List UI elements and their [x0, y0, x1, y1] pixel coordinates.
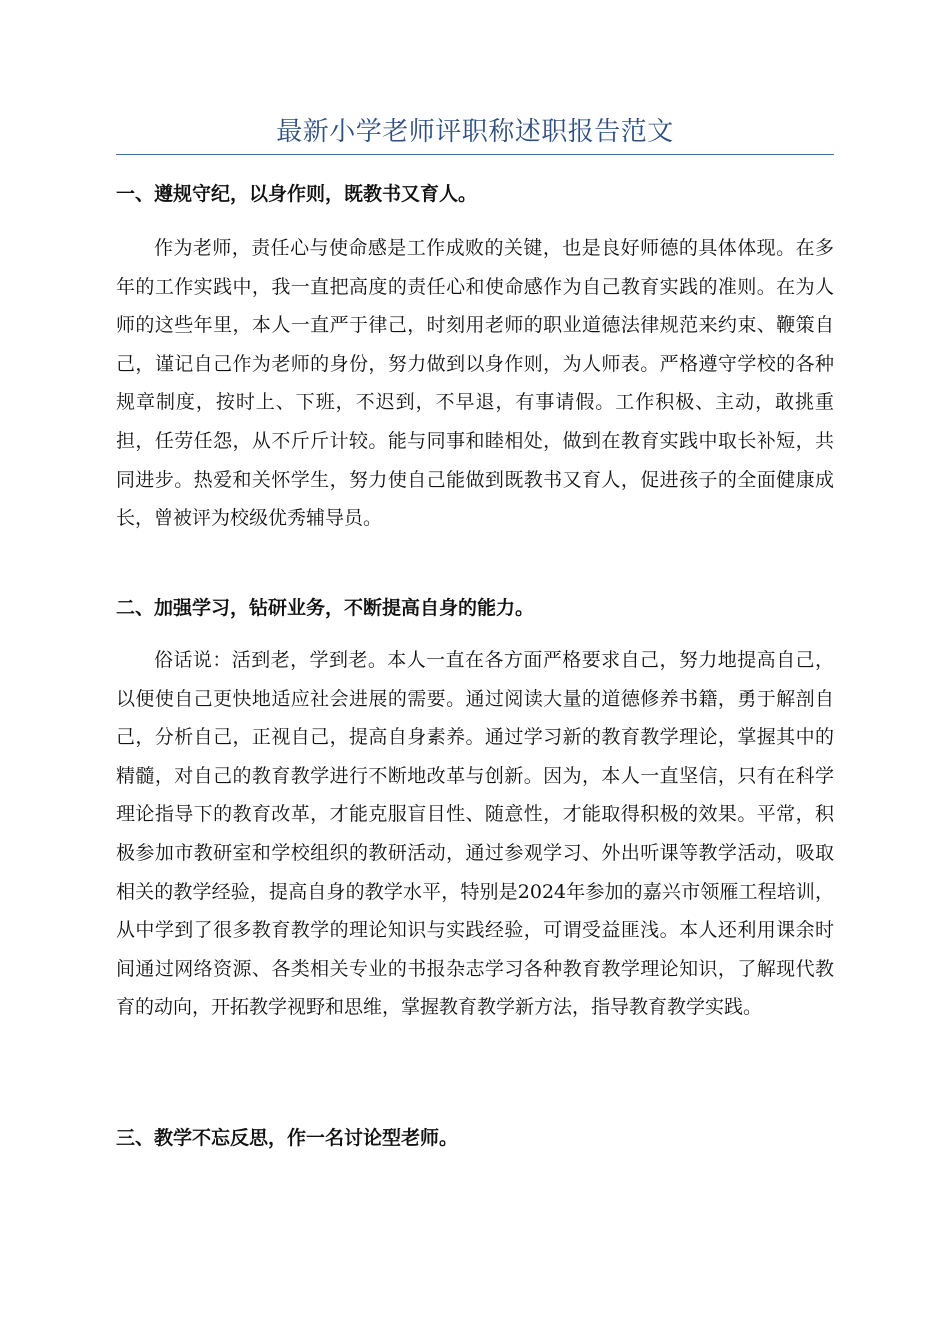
- section-paragraph-2: 俗话说：活到老，学到老。本人一直在各方面严格要求自己，努力地提高自己，以便使自己更快地适应社会进展的需要。通过阅读大量的道德修养书籍，勇于解剖自己，分析自己，正视自己，提高自身素养。通过学习新的教育教学理论，掌握其中的精髓，对自己的教育教学进行不断地改革与创新。因为，本人一直坚信，只有在科学理论指导下的教育改革，才能克服盲目性、随意性，才能取得积极的效果。平常，积极参加市教研室和学校组织的教研活动，通过参观学习、外出听课等教学活动，吸取相关的教学经验，提高自身的教学水平，特别是2024年参加的嘉兴市领雁工程培训，从中学到了很多教育教学的理论知识与实践经验，可谓受益匪浅。本人还利用课余时间通过网络资源、各类相关专业的书报杂志学习各种教育教学理论知识，了解现代教育的动向，开拓教学视野和思维，掌握教育教学新方法，指导教育教学实践。: [116, 649, 834, 1019]
- document-title: 最新小学老师评职称述职报告范文: [276, 117, 674, 147]
- section-heading-1: 一、遵规守纪，以身作则，既教书又育人。: [116, 183, 478, 205]
- section-paragraph-1: 作为老师，责任心与使命感是工作成败的关键，也是良好师德的具体体现。在多年的工作实践中，我一直把高度的责任心和使命感作为自己教育实践的准则。在为人师的这些年里，本人一直严于律己，时刻用老师的职业道德法律规范来约束、鞭策自己，谨记自己作为老师的身份，努力做到以身作则，为人师表。严格遵守学校的各种规章制度，按时上、下班，不迟到，不早退，有事请假。工作积极、主动，敢挑重担，任劳任怨，从不斤斤计较。能与同事和睦相处，做到在教育实践中取长补短，共同进步。热爱和关怀学生，努力使自己能做到既教书又育人，促进孩子的全面健康成长，曾被评为校级优秀辅导员。: [116, 237, 834, 530]
- title-underline: [116, 154, 834, 155]
- section-heading-2: 二、加强学习，钻研业务，不断提高自身的能力。: [116, 597, 535, 619]
- section-heading-3: 三、教学不忘反思，作一名讨论型老师。: [116, 1127, 459, 1149]
